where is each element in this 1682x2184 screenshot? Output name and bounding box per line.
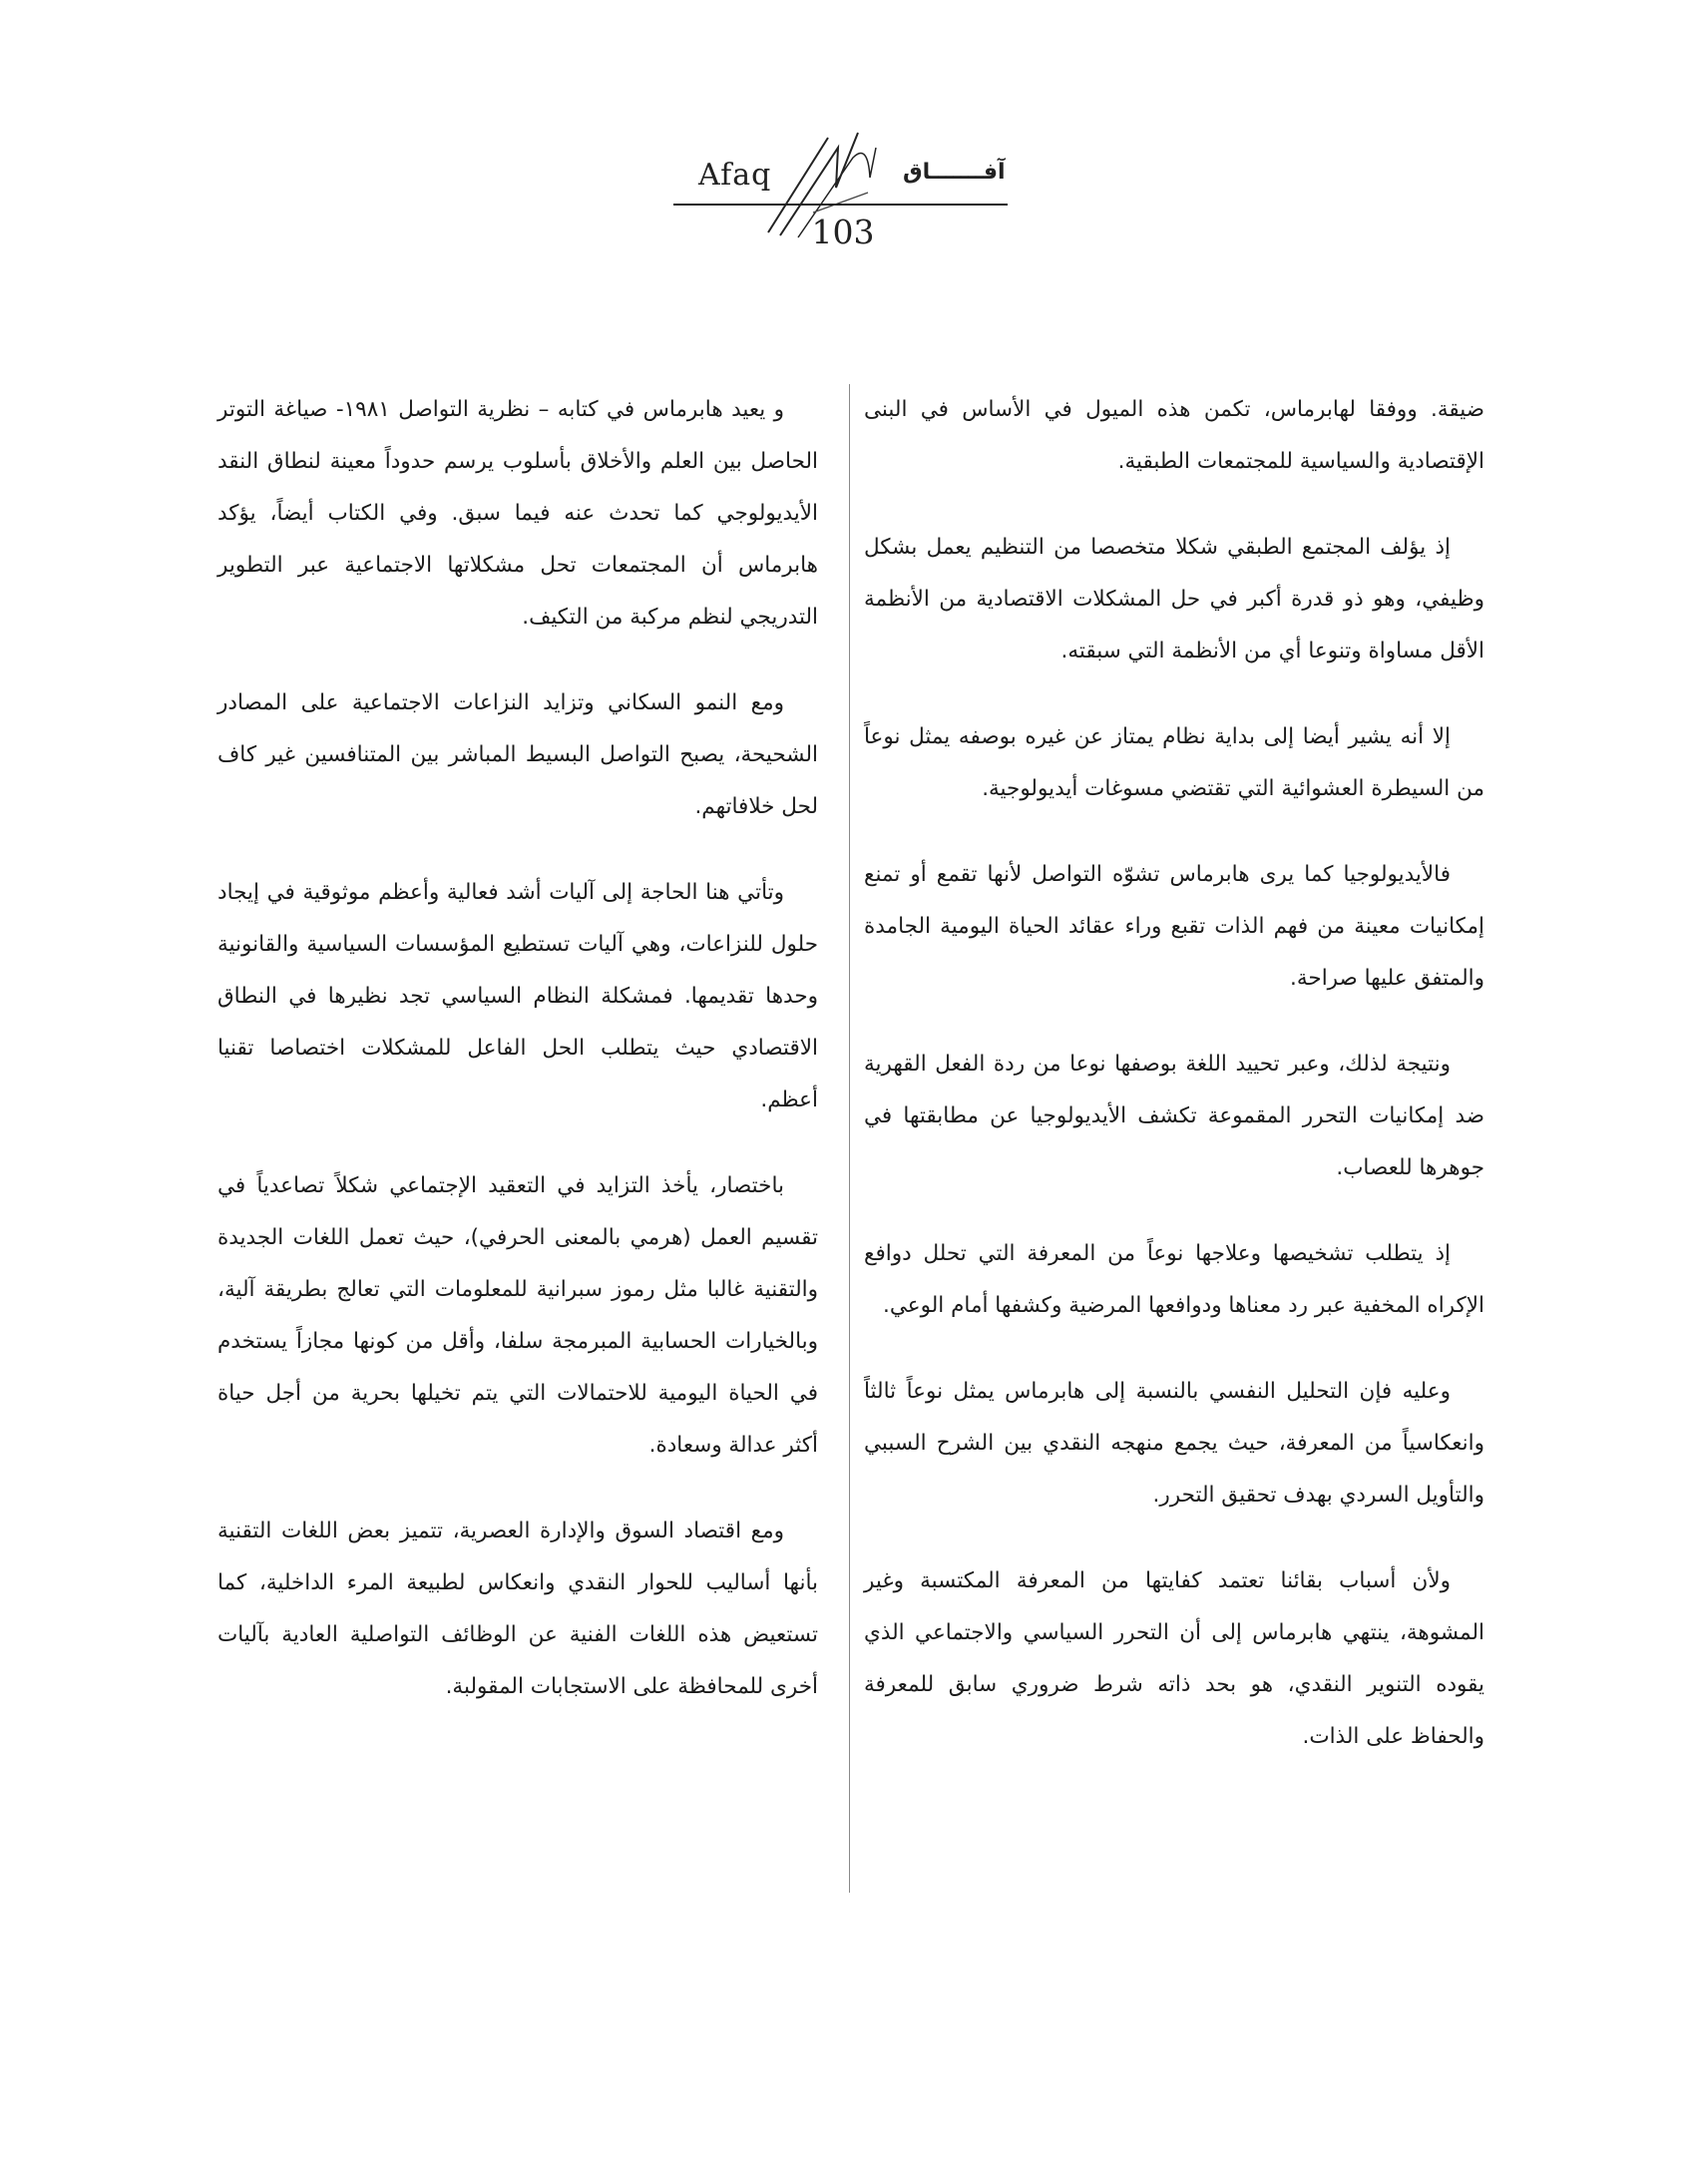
paragraph: إلا أنه يشير أيضا إلى بداية نظام يمتاز عن غيره بوصفه يمثل نوعاً من السيطرة العشوائية التي تقتضي مسوغات أيديولوجية. <box>864 724 1484 801</box>
page-number: 103 <box>811 213 875 251</box>
paragraph: وتأتي هنا الحاجة إلى آليات أشد فعالية وأعظم موثوقية في إيجاد حلول للنزاعات، وهي آليات تستطيع المؤسسات السياسية والقانونية وحدها تقديمها. فمشكلة النظام السياسي تجد نظيرها في النطاق الاقتصادي حيث يتطلب الحل الفاعل للمشكلات اختصاصا تقنيا أعظم. <box>217 880 818 1112</box>
paragraph: ولأن أسباب بقائنا تعتمد كفايتها من المعرفة المكتسبة وغير المشوهة، ينتهي هابرماس إلى أن التحرر السياسي والاجتماعي الذي يقوده التنوير النقدي، هو بحد ذاته شرط ضروري سابق للمعرفة والحفاظ على الذات. <box>864 1568 1484 1749</box>
paragraph: ونتيجة لذلك، وعبر تحييد اللغة بوصفها نوعا من ردة الفعل القهرية ضد إمكانيات التحرر المقموعة تكشف الأيديولوجيا عن مطابقتها في جوهرها للعصاب. <box>864 1052 1484 1180</box>
paragraph: باختصار، يأخذ التزايد في التعقيد الإجتماعي شكلاً تصاعدياً في تقسيم العمل (هرمي بالمعنى الحرفي)، حيث تعمل اللغات الجديدة والتقنية غالبا مثل رموز سبرانية للمعلومات التي تعالج بطريقة آلية، وبالخيارات الحسابية المبرمجة سلفا، وأقل من كونها مجازاً يستخدم في الحياة اليومية للاحتمالات التي يتم تخيلها بحرية من أجل حياة أكثر عدالة وسعادة. <box>217 1173 818 1458</box>
paragraph: ومع اقتصاد السوق والإدارة العصرية، تتميز بعض اللغات التقنية بأنها أساليب للحوار النقدي وانعكاس لطبيعة المرء الداخلية، كما تستعيض هذه اللغات الفنية عن الوظائف التواصلية العادية بآليات أخرى للمحافظة على الاستجابات المقولبة. <box>217 1519 818 1699</box>
paragraph: ومع النمو السكاني وتزايد النزاعات الاجتماعية على المصادر الشحيحة، يصبح التواصل البسيط المباشر بين المتنافسين غير كاف لحل خلافاتهم. <box>217 690 818 819</box>
paragraph: ضيقة. ووفقا لهابرماس، تكمن هذه الميول في الأساس في البنى الإقتصادية والسياسية للمجتمعات الطبقية. <box>864 397 1484 474</box>
journal-name-latin: Afaq <box>698 158 772 193</box>
column-divider <box>849 384 850 1893</box>
right-column <box>864 384 1484 1797</box>
paragraph: وعليه فإن التحليل النفسي بالنسبة إلى هابرماس يمثل نوعاً ثالثاً وانعكاسياً من المعرفة، حيث يجمع منهجه النقدي بين الشرح السببي والتأويل السردي بهدف تحقيق التحرر. <box>864 1379 1484 1508</box>
left-column <box>217 384 818 1747</box>
paragraph: فالأيديولوجيا كما يرى هابرماس تشوّه التواصل لأنها تقمع أو تمنع إمكانيات معينة من فهم الذات تقبع وراء عقائد الحياة اليومية الجامدة والمتفق عليها صراحة. <box>864 862 1484 991</box>
header-rule <box>673 204 1008 206</box>
page-header <box>0 0 1682 329</box>
paragraph: إذ يتطلب تشخيصها وعلاجها نوعاً من المعرفة التي تحلل دوافع الإكراه المخفية عبر رد معناها ودوافعها المرضية وكشفها أمام الوعي. <box>864 1241 1484 1318</box>
paragraph: إذ يؤلف المجتمع الطبقي شكلا متخصصا من التنظيم يعمل بشكل وظيفي، وهو ذو قدرة أكبر في حل المشكلات الاقتصادية من الأنظمة الأقل مساواة وتنوعا أي من الأنظمة التي سبقته. <box>864 535 1484 663</box>
journal-name-arabic: آفـــــــاق <box>903 160 1006 185</box>
paragraph: و يعيد هابرماس في كتابه – نظرية التواصل ١٩٨١- صياغة التوتر الحاصل بين العلم والأخلاق بأسلوب يرسم حدوداً معينة لنطاق النقد الأيديولوجي كما تحدث عنه فيما سبق. وفي الكتاب أيضاً، يؤكد هابرماس أن المجتمعات تحل مشكلاتها الاجتماعية عبر التطوير التدريجي لنظم مركبة من التكيف. <box>217 397 818 630</box>
